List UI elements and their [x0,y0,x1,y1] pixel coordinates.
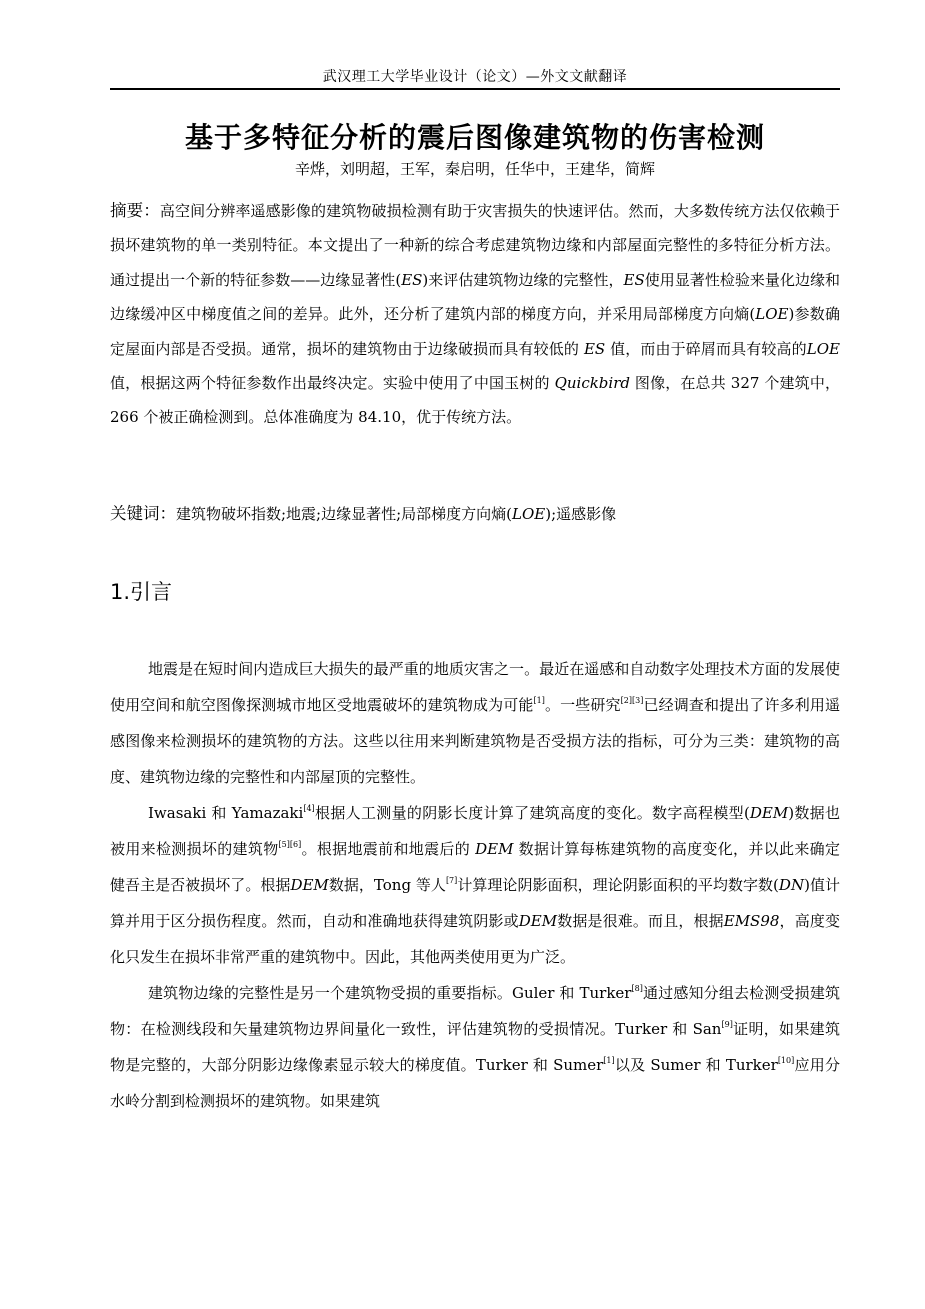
citation: [4] [303,804,315,813]
paragraph-1: 地震是在短时间内造成巨大损失的最严重的地质灾害之一。最近在遥感和自动数字处理技术方面的发展使使用空间和航空图像探测城市地区受地震破坏的建筑物成为可能[1]。一些研究[2][3]已经调查和提出了许多利用遥感图像来检测损坏的建筑物的方法。这些以往用来判断建筑物是否受损方法的指标，可分为三类：建筑物的高度、建筑物边缘的完整性和内部屋顶的完整性。 [110,660,840,786]
author-list: 辛烨，刘明超，王军，秦启明，任华中，王建华，简辉 [294,160,655,178]
running-header: 武汉理工大学毕业设计（论文）—外文文献翻译 [322,69,628,85]
citation: [7] [445,876,458,885]
citation: [8] [631,984,643,993]
abstract-label: 摘要： [110,201,160,220]
body-text [110,651,840,1119]
paragraph-2: Iwasaki 和 Yamazaki[4]根据人工测量的阴影长度计算了建筑高度的变化。数字高程模型(DEM)数据也被用来检测损坏的建筑物[5][6]。根据地震前和地震后的 DEM 数据计算每栋建筑物的高度变化，并以此来确定健吾主是否被损坏了。根据DEM数据，Tong 等人[7]计算理论阴影面积，理论阴影面积的平均数字数(DN)值计算并用于区分损伤程度。然而，自动和准确地获得建筑阴影或DEM数据是很难。而且，根据EMS98，高度变化只发生在损坏非常严重的建筑物中。因此，其他两类使用更为广泛。 [110,804,841,966]
paper-title: 基于多特征分析的震后图像建筑物的伤害检测 [184,121,765,154]
keywords-label: 关键词： [110,504,176,523]
citation: [1] [603,1056,615,1065]
citation: [10] [777,1056,795,1065]
paragraph-3: 建筑物边缘的完整性是另一个建筑物受损的重要指标。Guler 和 Turker[8]通过感知分组去检测受损建筑物：在检测线段和矢量建筑物边界间量化一致性，评估建筑物的受损情况。Turker 和 San[9]证明，如果建筑物是完整的，大部分阴影边缘像素显示较大的梯度值。Turker 和 Sumer[1]以及 Sumer 和 Turker[10]应用分水岭分割到检测损坏的建筑物。如果建筑 [110,984,840,1110]
citation: [5][6] [278,840,302,849]
section-heading-introduction: 1.引言 [110,580,173,604]
citation: [9] [721,1020,733,1029]
citation: [1] [533,696,545,705]
abstract: 摘要：高空间分辨率遥感影像的建筑物破损检测有助于灾害损失的快速评估。然而，大多数传统方法仅依赖于损坏建筑物的单一类别特征。本文提出了一种新的综合考虑建筑物边缘和内部屋面完整性的多特征分析方法。通过提出一个新的特征参数——边缘显著性(ES)来评估建筑物边缘的完整性，ES使用显著性检验来量化边缘和边缘缓冲区中梯度值之间的差异。此外，还分析了建筑内部的梯度方向，并采用局部梯度方向熵(LOE)参数确定屋面内部是否受损。通常，损坏的建筑物由于边缘破损而具有较低的 ES 值，而由于碎屑而具有较高的LOE值，根据这两个特征参数作出最终决定。实验中使用了中国玉树的 Quickbird 图像，在总共 327 个建筑中，266 个被正确检测到。总体准确度为 84.10，优于传统方法。 [110,201,840,427]
citation: [2][3] [620,696,644,705]
header-rule [110,88,840,90]
keywords: 关键词：建筑物破坏指数;地震;边缘显著性;局部梯度方向熵(LOE);遥感影像 [110,504,617,523]
